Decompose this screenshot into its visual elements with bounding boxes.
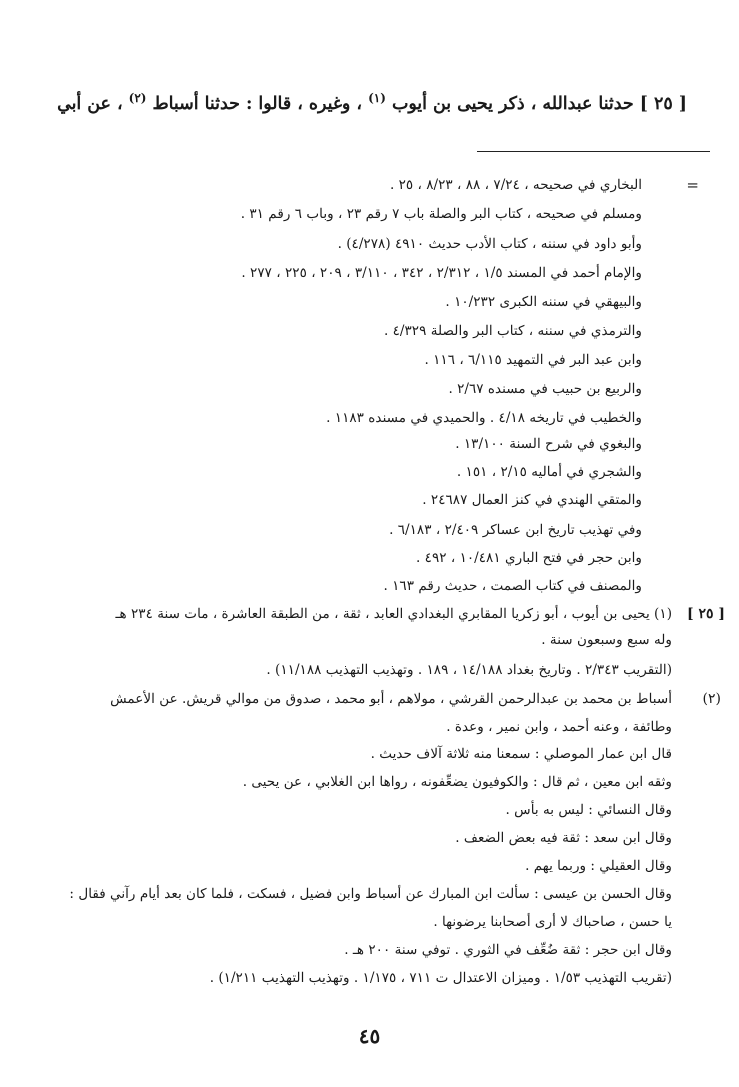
footnote-line: وقال ابن حجر : ثقة ضُعِّف في الثوري . توفي سنة ٢٠٠ هـ . [344, 942, 672, 958]
note-group-marker: [ ٢٥ ] [686, 606, 725, 622]
footnote-2-marker: (٢) [702, 691, 721, 707]
source-line: والبغوي في شرح السنة ١٣/١٠٠ . [455, 436, 642, 452]
source-line: ومسلم في صحيحه ، كتاب البر والصلة باب ٧ رقم ٢٣ ، وباب ٦ رقم ٣١ . [240, 206, 642, 222]
source-line: والمصنف في كتاب الصمت ، حديث رقم ١٦٣ . [383, 578, 642, 594]
continuation-marker: = [686, 176, 699, 194]
source-line: البخاري في صحيحه ، ٧/٢٤ ، ٨٨ ، ٨/٢٣ ، ٢٥ . [389, 177, 642, 193]
footnote-line: وله سبع وسبعون سنة . [541, 632, 672, 648]
page-number: ٤٥ [358, 1024, 381, 1048]
source-line: وابن حجر في فتح الباري ١٠/٤٨١ ، ٤٩٢ . [415, 550, 642, 566]
footnote-line: وثقه ابن معين ، ثم قال : والكوفيون يضعِّفونه ، رواها ابن الغلابي ، عن يحيى . [242, 774, 672, 790]
footnote-line: أسباط بن محمد بن عبدالرحمن القرشي ، مولاهم ، أبو محمد ، صدوق من موالي قريش. عن الأعمش [110, 691, 672, 707]
hadith-text-part-1: حدثنا عبدالله ، ذكر يحيى بن أيوب [391, 93, 634, 114]
footnote-line: (١) يحيى بن أيوب ، أبو زكريا المقابري البغدادي العابد ، ثقة ، من الطبقة العاشرة ، مات سنة ٢٣٤ هـ [115, 606, 672, 622]
footnote-line: وقال الحسن بن عيسى : سألت ابن المبارك عن أسباط وابن فضيل ، فسكت ، فلما كان بعد أيام رآني فقال : [69, 886, 672, 902]
footnote-separator [477, 151, 710, 152]
source-line: والخطيب في تاريخه ٤/١٨ . والحميدي في مسنده ١١٨٣ . [326, 410, 642, 426]
hadith-text-part-3: ، عن أبي [57, 93, 123, 114]
footnote-line: وقال العقيلي : وربما يهم . [525, 858, 672, 874]
source-line: وابن عبد البر في التمهيد ٦/١١٥ ، ١١٦ . [424, 352, 642, 368]
source-line: والبيهقي في سننه الكبرى ١٠/٢٣٢ . [445, 294, 642, 310]
footnote-line: وقال ابن سعد : ثقة فيه بعض الضعف . [455, 830, 672, 846]
footnote-line: يا حسن ، صاحباك لا أرى أصحابنا يرضونها . [433, 914, 672, 930]
source-line: والترمذي في سننه ، كتاب البر والصلة ٤/٣٢٩ . [383, 323, 642, 339]
footnote-ref-2: (٢) [128, 91, 147, 105]
footnote-ref-1: (١) [368, 91, 386, 105]
hadith-text-part-2: ، وغيره ، قالوا : حدثنا أسباط [152, 93, 362, 114]
footnote-line: (تقريب التهذيب ١/٥٣ . وميزان الاعتدال ت ٧١١ ، ١/١٧٥ . وتهذيب التهذيب ١/٢١١) . [209, 970, 672, 986]
source-line: والشجري في أماليه ٢/١٥ ، ١٥١ . [456, 464, 642, 480]
main-hadith-line [47, 78, 687, 118]
source-line: والإمام أحمد في المسند ١/٥ ، ٢/٣١٢ ، ٣٤٢ ، ٣/١١٠ ، ٢٠٩ ، ٢٢٥ ، ٢٧٧ . [241, 265, 642, 281]
hadith-number: [ ٢٥ ] [639, 93, 687, 114]
source-line: وفي تهذيب تاريخ ابن عساكر ٢/٤٠٩ ، ٦/١٨٣ . [389, 522, 642, 538]
footnote-line: وقال النسائي : ليس به بأس . [505, 802, 672, 818]
footnote-line: (التقريب ٢/٣٤٣ . وتاريخ بغداد ١٤/١٨٨ ، ١٨٩ . وتهذيب التهذيب ١١/١٨٨) . [266, 662, 672, 678]
footnote-line: قال ابن عمار الموصلي : سمعنا منه ثلاثة آلاف حديث . [370, 746, 672, 762]
source-line: وأبو داود في سننه ، كتاب الأدب حديث ٤٩١٠ (٤/٢٧٨) . [337, 236, 642, 252]
footnote-line: وطائفة ، وعنه أحمد ، وابن نمير ، وعدة . [446, 719, 672, 735]
source-line: والربيع بن حبيب في مسنده ٢/٦٧ . [448, 381, 642, 397]
source-line: والمتقي الهندي في كنز العمال ٢٤٦٨٧ . [422, 492, 642, 508]
